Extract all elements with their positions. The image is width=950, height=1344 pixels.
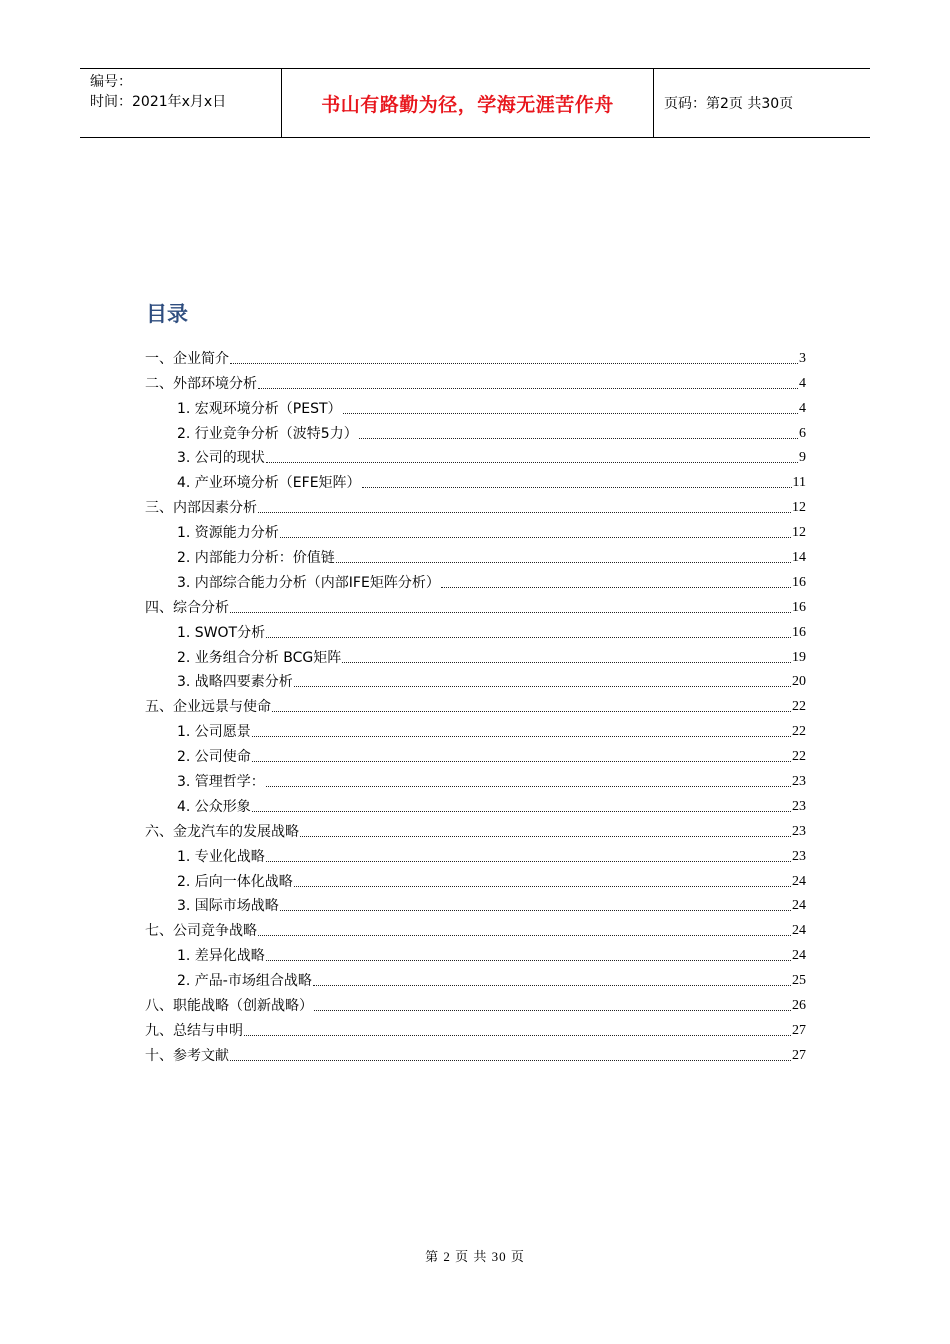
toc-entry[interactable] — [145, 741, 806, 766]
toc-dot-leader — [342, 662, 791, 663]
toc-entry-page: 26 — [792, 998, 806, 1014]
toc-entry[interactable] — [145, 915, 806, 940]
toc-entry-page: 14 — [792, 550, 806, 566]
toc-entry-label: 二、外部环境分析 — [145, 375, 257, 392]
toc-entry-page: 12 — [792, 500, 806, 516]
toc-entry-label: 九、总结与申明 — [145, 1022, 243, 1039]
toc-entry-label: 2. 业务组合分析 BCG矩阵 — [177, 649, 342, 666]
toc-entry-page: 16 — [792, 624, 806, 640]
toc-entry-page: 9 — [799, 450, 806, 466]
table-of-contents — [145, 343, 806, 1065]
toc-entry-label: 3. 公司的现状 — [177, 450, 265, 467]
toc-dot-leader — [313, 985, 791, 986]
toc-entry[interactable] — [145, 866, 806, 891]
toc-entry-label: 3. 内部综合能力分析（内部IFE矩阵分析） — [177, 574, 440, 591]
toc-title: 目录 — [146, 302, 188, 326]
toc-dot-leader — [266, 861, 791, 862]
toc-dot-leader — [258, 935, 791, 936]
toc-entry[interactable] — [145, 1040, 806, 1065]
toc-entry[interactable] — [145, 443, 806, 468]
toc-entry-page: 16 — [792, 574, 806, 590]
toc-entry[interactable] — [145, 642, 806, 667]
toc-dot-leader — [258, 388, 798, 389]
toc-entry-label: 八、职能战略（创新战略） — [145, 998, 313, 1015]
toc-entry-page: 6 — [799, 425, 806, 441]
toc-entry[interactable] — [145, 517, 806, 542]
toc-entry-page: 27 — [792, 1022, 806, 1038]
toc-entry-page: 22 — [792, 724, 806, 740]
toc-entry[interactable] — [145, 716, 806, 741]
toc-entry-label: 2. 公司使命 — [177, 749, 251, 766]
header-motto: 书山有路勤为径，学海无涯苦作舟 — [281, 69, 654, 137]
toc-dot-leader — [359, 438, 798, 439]
toc-entry-page: 25 — [792, 973, 806, 989]
toc-entry-page: 22 — [792, 749, 806, 765]
document-number-label: 编号： — [90, 74, 132, 90]
toc-dot-leader — [280, 537, 791, 538]
toc-entry[interactable] — [145, 766, 806, 791]
toc-entry-page: 23 — [792, 823, 806, 839]
toc-entry[interactable] — [145, 940, 806, 965]
header-page-info: 页码：第2页 共30页 — [664, 96, 794, 112]
toc-dot-leader — [244, 1035, 791, 1036]
toc-entry[interactable] — [145, 791, 806, 816]
toc-dot-leader — [230, 1060, 791, 1061]
toc-entry-page: 24 — [792, 873, 806, 889]
toc-dot-leader — [266, 462, 798, 463]
toc-entry-label: 1. 公司愿景 — [177, 724, 251, 741]
toc-entry-page: 16 — [792, 599, 806, 615]
toc-dot-leader — [280, 910, 791, 911]
toc-entry-label: 十、参考文献 — [145, 1047, 229, 1064]
toc-entry[interactable] — [145, 891, 806, 916]
toc-entry-label: 五、企业远景与使命 — [145, 699, 271, 716]
toc-entry-page: 4 — [799, 375, 806, 391]
toc-entry-label: 六、金龙汽车的发展战略 — [145, 823, 299, 840]
toc-entry[interactable] — [145, 368, 806, 393]
toc-entry-label: 七、公司竞争战略 — [145, 923, 257, 940]
toc-dot-leader — [230, 363, 798, 364]
toc-entry[interactable] — [145, 567, 806, 592]
toc-entry[interactable] — [145, 667, 806, 692]
toc-entry-page: 19 — [792, 649, 806, 665]
toc-dot-leader — [266, 637, 791, 638]
toc-entry-label: 3. 国际市场战略 — [177, 898, 279, 915]
toc-entry-label: 2. 内部能力分析：价值链 — [177, 550, 335, 567]
toc-entry-label: 2. 行业竞争分析（波特5力） — [177, 425, 358, 442]
toc-entry-label: 2. 后向一体化战略 — [177, 873, 293, 890]
toc-dot-leader — [362, 487, 792, 488]
toc-entry[interactable] — [145, 592, 806, 617]
toc-entry-page: 27 — [792, 1047, 806, 1063]
toc-entry[interactable] — [145, 492, 806, 517]
toc-entry-page: 23 — [792, 774, 806, 790]
toc-dot-leader — [441, 587, 791, 588]
toc-entry[interactable] — [145, 691, 806, 716]
toc-entry-label: 4. 产业环境分析（EFE矩阵） — [177, 475, 361, 492]
toc-entry-label: 3. 战略四要素分析 — [177, 674, 293, 691]
toc-entry-page: 4 — [799, 400, 806, 416]
toc-entry[interactable] — [145, 1015, 806, 1040]
toc-entry-page: 12 — [792, 525, 806, 541]
toc-entry[interactable] — [145, 418, 806, 443]
toc-entry-page: 23 — [792, 798, 806, 814]
toc-entry-label: 四、综合分析 — [145, 599, 229, 616]
toc-entry-label: 3. 管理哲学： — [177, 774, 265, 791]
toc-entry-page: 24 — [792, 948, 806, 964]
page-header — [80, 68, 870, 138]
toc-entry[interactable] — [145, 542, 806, 567]
toc-entry[interactable] — [145, 467, 806, 492]
toc-entry-page: 20 — [792, 674, 806, 690]
toc-entry[interactable] — [145, 990, 806, 1015]
toc-entry-label: 2. 产品-市场组合战略 — [177, 973, 312, 990]
toc-dot-leader — [252, 736, 791, 737]
toc-dot-leader — [272, 711, 791, 712]
toc-dot-leader — [336, 562, 791, 563]
header-left-cell — [80, 69, 281, 137]
toc-dot-leader — [343, 413, 798, 414]
toc-dot-leader — [266, 786, 791, 787]
toc-entry-page: 3 — [799, 350, 806, 366]
toc-dot-leader — [300, 836, 791, 837]
toc-entry-page: 11 — [792, 475, 806, 491]
toc-entry[interactable] — [145, 343, 806, 368]
toc-entry-label: 4. 公众形象 — [177, 798, 251, 815]
toc-entry[interactable] — [145, 965, 806, 990]
toc-dot-leader — [252, 811, 791, 812]
toc-entry-label: 1. SWOT分析 — [177, 624, 266, 641]
toc-entry-label: 1. 资源能力分析 — [177, 525, 279, 542]
toc-entry-page: 22 — [792, 699, 806, 715]
toc-entry-label: 1. 宏观环境分析（PEST） — [177, 400, 342, 417]
toc-dot-leader — [252, 761, 791, 762]
toc-dot-leader — [258, 512, 791, 513]
toc-entry[interactable] — [145, 617, 806, 642]
toc-entry-page: 23 — [792, 848, 806, 864]
toc-dot-leader — [294, 886, 791, 887]
toc-dot-leader — [294, 686, 791, 687]
page-footer: 第 2 页 共 30 页 — [425, 1249, 525, 1264]
toc-entry-label: 1. 专业化战略 — [177, 848, 265, 865]
document-time-label: 时间：2021年x月x日 — [90, 94, 227, 110]
toc-entry-page: 24 — [792, 923, 806, 939]
toc-dot-leader — [266, 960, 791, 961]
toc-entry-page: 24 — [792, 898, 806, 914]
toc-dot-leader — [314, 1010, 791, 1011]
toc-entry[interactable] — [145, 816, 806, 841]
toc-entry-label: 一、企业简介 — [145, 350, 229, 367]
toc-entry-label: 1. 差异化战略 — [177, 948, 265, 965]
toc-entry[interactable] — [145, 393, 806, 418]
toc-entry-label: 三、内部因素分析 — [145, 500, 257, 517]
toc-dot-leader — [230, 612, 791, 613]
toc-entry[interactable] — [145, 841, 806, 866]
